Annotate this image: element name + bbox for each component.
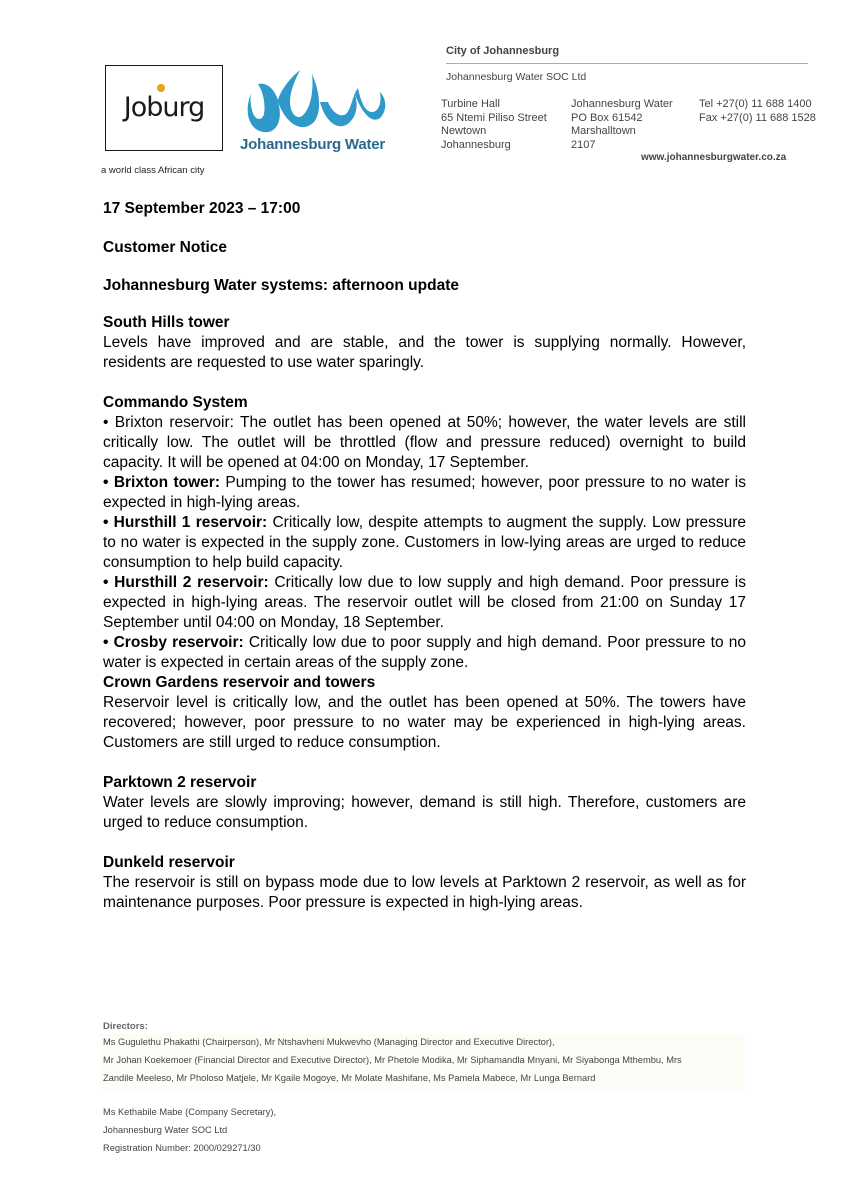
bullet-crosby	[103, 633, 746, 673]
registration-number: Registration Number: 2000/029271/30	[103, 1143, 261, 1153]
section-title: South Hills tower	[103, 314, 230, 331]
section-south-hills	[103, 313, 746, 373]
joburg-logo	[105, 65, 223, 151]
notice-headline: Johannesburg Water systems: afternoon update	[103, 277, 459, 294]
section-parktown	[103, 773, 746, 833]
directors-list	[103, 1033, 682, 1087]
contact-numbers	[699, 98, 816, 125]
phone-number: Tel +27(0) 11 688 1400	[699, 98, 812, 110]
section-title: Parktown 2 reservoir	[103, 774, 257, 791]
directors-line: Zandile Meeleso, Mr Pholoso Matjele, Mr Kgaile Mogoye, Mr Molate Mashifane, Ms Pamela Mabece, Mr Lunga Bernard	[103, 1073, 596, 1083]
joburg-logo-text: Joburg	[123, 92, 205, 123]
section-crown-gardens	[103, 673, 746, 753]
directors-line: Mr Johan Koekemoer (Financial Director and Executive Director), Mr Phetole Modika, Mr Siphamandla Mnyani, Mr Siyabonga Mthembu, Mrs	[103, 1055, 682, 1065]
bullet-hursthill-1	[103, 513, 746, 573]
fax-number: Fax +27(0) 11 688 1528	[699, 111, 816, 124]
address-line: Johannesburg	[441, 138, 511, 151]
address-line: PO Box 61542	[571, 111, 643, 124]
bullet-brixton-tower	[103, 473, 746, 513]
bullet-label: • Brixton tower:	[103, 474, 220, 491]
city-name: City of Johannesburg	[446, 45, 560, 57]
section-title: Dunkeld reservoir	[103, 854, 235, 871]
address-line: 65 Ntemi Piliso Street	[441, 111, 547, 124]
address-line: Newtown	[441, 125, 487, 137]
notice-body	[103, 199, 746, 913]
section-title: Crown Gardens reservoir and towers	[103, 674, 376, 691]
company-secretary: Ms Kethabile Mabe (Company Secretary),	[103, 1107, 277, 1117]
joburg-logo-dot	[157, 84, 165, 92]
johannesburg-water-logo-text: Johannesburg Water	[240, 136, 386, 153]
section-text: The reservoir is still on bypass mode due to low levels at Parktown 2 reservoir, as well as for maintenance purposes. Poor pressure is expected in high-lying areas.	[103, 874, 746, 911]
header-rule	[446, 63, 808, 64]
bullet-text: Critically low due to low supply and high demand. Poor pressure is expected in high-lying areas. The reservoir outlet will be closed from 21:00 on Sunday 17 September until 04:00 on Monday, 18 September.	[103, 574, 746, 631]
bullet-text: Critically low, despite attempts to augment the supply. Low pressure to no water is expected in the supply zone. Customers in low-lying areas are urged to reduce consumption to help build capacity.	[103, 514, 747, 571]
notice-date: 17 September 2023 – 17:00	[103, 200, 301, 217]
section-dunkeld	[103, 853, 746, 913]
website-link[interactable]: www.johannesburgwater.co.za	[641, 152, 787, 163]
footer-company-name: Johannesburg Water SOC Ltd	[103, 1125, 228, 1135]
address-line: Marshalltown	[571, 125, 636, 137]
directors-line: Ms Gugulethu Phakathi (Chairperson), Mr Ntshavheni Mukwevho (Managing Director and Executive Director),	[103, 1037, 555, 1047]
section-commando	[103, 393, 746, 673]
address-line: Turbine Hall	[441, 98, 500, 110]
bullet-text: Critically low due to poor supply and high demand. Poor pressure to no water is expected in certain areas of the supply zone.	[103, 634, 746, 671]
bullet-text: The outlet has been opened at 50%; however, the water levels are still critically low. The outlet will be throttled (flow and pressure reduced) overnight to build capacity. It will be opened at 04:00 on Monday, 17 September.	[103, 414, 746, 471]
bullet-label: • Crosby reservoir:	[103, 634, 244, 651]
bullet-text: Pumping to the tower has resumed; however, poor pressure to no water is expected in high-lying areas.	[103, 474, 746, 511]
section-text: Levels have improved and are stable, and the tower is supplying normally. However, residents are requested to use water sparingly.	[103, 334, 746, 371]
address-line: Johannesburg Water	[571, 98, 673, 110]
bullet-label: • Hursthill 2 reservoir:	[103, 574, 269, 591]
notice-type: Customer Notice	[103, 239, 228, 256]
section-text: Reservoir level is critically low, and the outlet has been opened at 50%. The towers have recovered; however, poor pressure to no water may be experienced in high-lying areas. Customers are still urged to reduce consumption.	[103, 694, 746, 751]
address-line: 2107	[571, 138, 596, 151]
company-name: Johannesburg Water SOC Ltd	[446, 71, 587, 83]
postal-address	[571, 98, 673, 152]
bullet-brixton-reservoir	[103, 413, 746, 473]
section-title: Commando System	[103, 394, 248, 411]
joburg-tagline: a world class African city	[101, 165, 205, 176]
street-address	[441, 98, 547, 152]
section-text: Water levels are slowly improving; however, demand is still high. Therefore, customers are urged to reduce consumption.	[103, 794, 746, 831]
bullet-label: • Hursthill 1 reservoir:	[103, 514, 268, 531]
bullet-hursthill-2	[103, 573, 746, 633]
bullet-label: • Brixton reservoir:	[103, 414, 234, 431]
company-details	[103, 1103, 276, 1157]
directors-title: Directors:	[103, 1021, 148, 1032]
